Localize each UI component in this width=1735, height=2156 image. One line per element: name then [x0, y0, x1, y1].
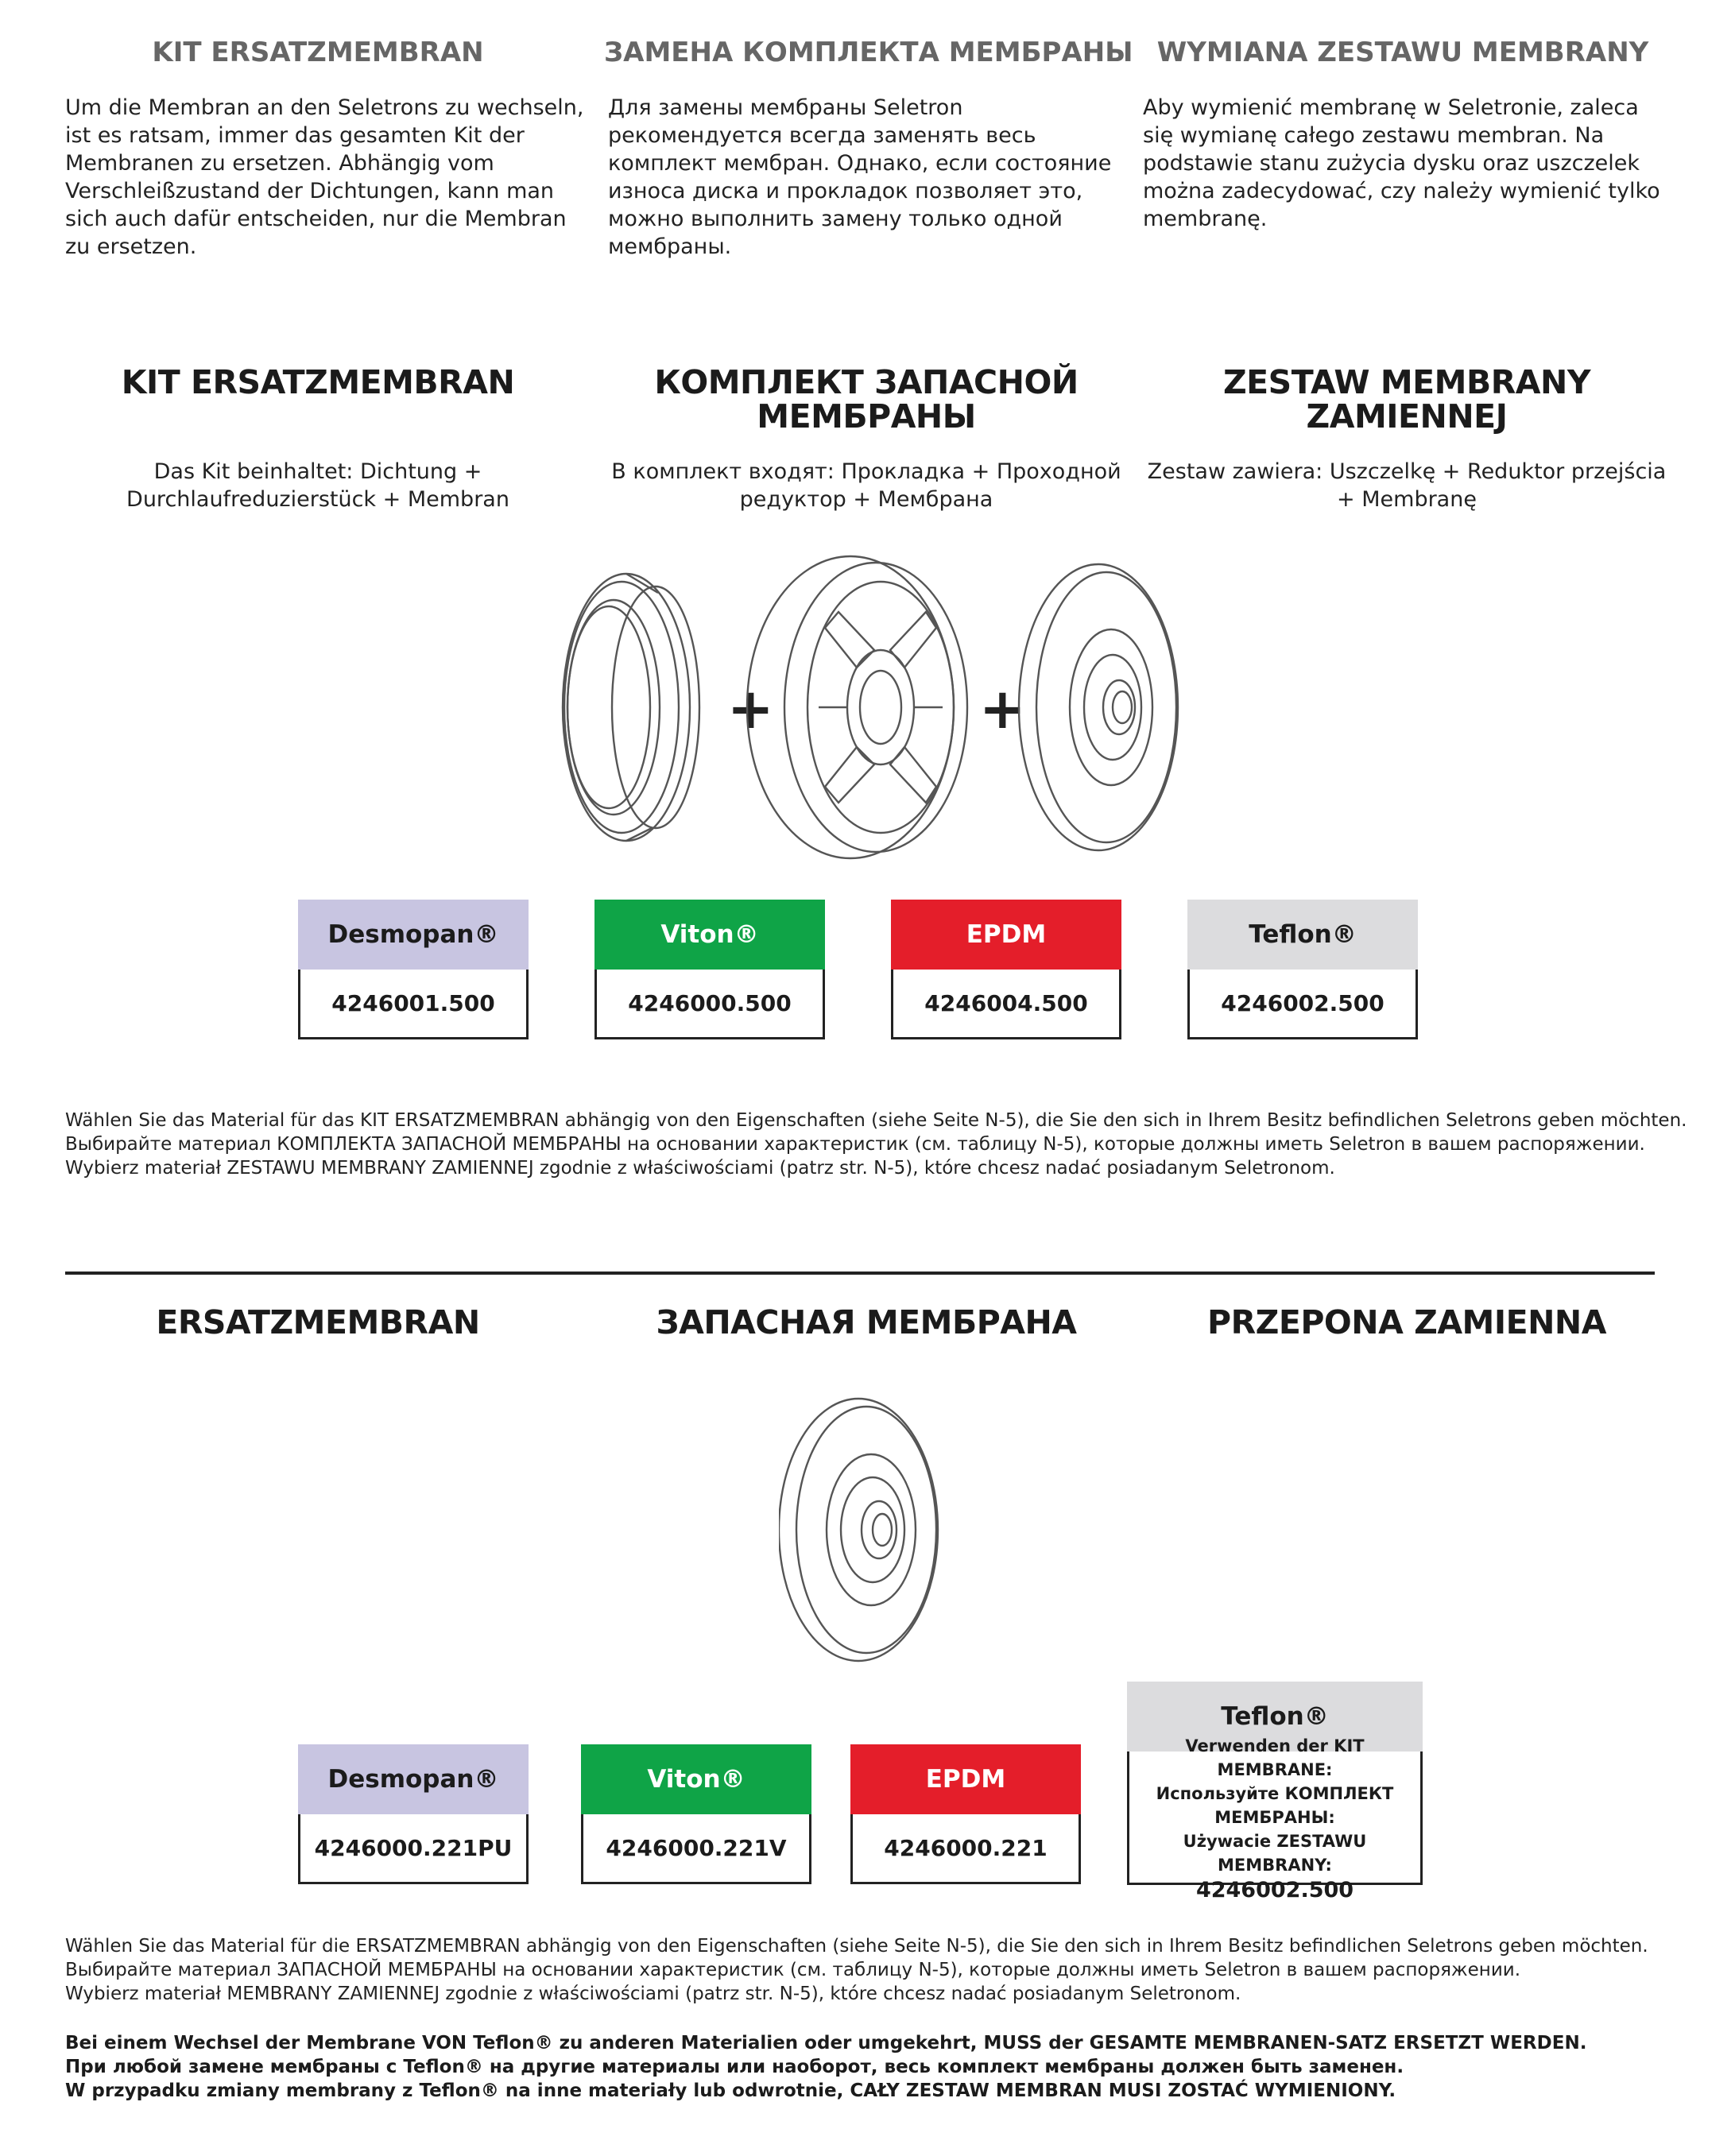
membrane-material-note — [65, 1934, 1648, 2006]
text-line: podstawie stanu zużycia dysku oraz uszczelek — [1143, 151, 1640, 176]
text-line: Для замены мембраны Seletron — [608, 95, 963, 120]
kit-sub-pl — [1129, 458, 1685, 513]
plus-text: + — [727, 676, 774, 741]
text-line: можно выполнить замену только одной — [608, 207, 1063, 231]
membrane-title-ru: ЗАПАСНАЯ МЕМБРАНА — [656, 1303, 1077, 1341]
intro-title-ru: ЗАМЕНА КОМПЛЕКТА МЕМБРАНЫ — [604, 37, 1133, 68]
text-line: Wählen Sie das Material für die ERSATZMEMBRAN abhängig von den Eigenschaften (siehe Seite N-5), die Sie den sich in Ihrem Besitz befindlichen Seletrons geben möchten. — [65, 1936, 1648, 1957]
material-code-viton: 4246000.500 — [594, 970, 825, 1039]
text-line: membranę. — [1143, 207, 1268, 231]
text-line: W przypadku zmiany membrany z Teflon® na inne materiały lub odwrotnie, CAŁY ZESTAW MEMBRAN MUSI ZOSTAĆ WYMIENIONY. — [65, 2081, 1396, 2101]
material-code-desmopan: 4246000.221PU — [298, 1814, 529, 1884]
text-line: Verschleißzustand der Dichtungen, kann man — [65, 179, 555, 203]
kit-title-pl — [1129, 363, 1685, 435]
text-line: można zadecydować, czy należy wymienić tylko — [1143, 179, 1660, 203]
membrane-material-epdm — [850, 1744, 1081, 1884]
text-line: В комплект входят: Прокладка + Проходной — [611, 459, 1121, 484]
text-line: Das Kit beinhaltet: Dichtung + — [153, 459, 482, 484]
material-name-desmopan: Desmopan® — [298, 1744, 529, 1814]
teflon-warning — [65, 2031, 1586, 2103]
title-line: МЕМБРАНЫ — [757, 397, 976, 435]
text-line: sich auch dafür entscheiden, nur die Membran — [65, 207, 567, 231]
teflon-kit-reference — [1127, 1736, 1423, 1902]
text-line: zu ersetzen. — [65, 234, 197, 259]
text-line: Wybierz materiał ZESTAWU MEMBRANY ZAMIENNEJ zgodnie z właściwościami (patrz str. N-5), które chcesz nadać posiadanym Seletronom. — [65, 1158, 1335, 1179]
text-line: Membranen zu ersetzen. Abhängig vom — [65, 151, 494, 176]
material-code-desmopan: 4246001.500 — [298, 970, 529, 1039]
text-line: МЕМБРАНЫ: — [1214, 1807, 1335, 1827]
title-line: KIT ERSATZMEMBRAN — [121, 363, 515, 401]
text-line: Verwenden der KIT MEMBRANE: — [1185, 1736, 1365, 1779]
material-code-teflon: 4246002.500 — [1195, 1877, 1354, 1902]
kit-title-de — [79, 363, 556, 401]
title-line: ZESTAW MEMBRANY ZAMIENNEJ — [1222, 363, 1591, 435]
title-line: КОМПЛЕКТ ЗАПАСНОЙ — [654, 363, 1079, 401]
text-line: Wybierz materiał MEMBRANY ZAMIENNEJ zgodnie z właściwościami (patrz str. N-5), które chcesz nadać posiadanym Seletronom. — [65, 1984, 1241, 2004]
kit-material-viton — [594, 900, 825, 1039]
text-line: Выбирайте материал КОМПЛЕКТА ЗАПАСНОЙ МЕМБРАНЫ на основании характеристик (см. таблицу N-5), которые должны иметь Seletron в вашем распоряжении. — [65, 1134, 1645, 1155]
plus-symbol-1 — [727, 676, 774, 741]
kit-sub-de — [79, 458, 556, 513]
seal-ring-drawing — [563, 574, 699, 841]
flow-reducer-drawing — [747, 556, 967, 858]
intro-title-pl: WYMIANA ZESTAWU MEMBRANY — [1156, 37, 1649, 68]
section-divider — [65, 1272, 1655, 1275]
material-name-viton: Viton® — [594, 900, 825, 970]
material-code-epdm: 4246004.500 — [891, 970, 1121, 1039]
material-name-desmopan: Desmopan® — [298, 900, 529, 970]
text-line: износа диска и прокладок позволяет это, — [608, 179, 1083, 203]
kit-sub-ru — [604, 458, 1129, 513]
material-code-epdm: 4246000.221 — [850, 1814, 1081, 1884]
membrane-material-viton — [581, 1744, 811, 1884]
spare-membrane-illustration — [779, 1395, 954, 1665]
kit-material-note — [65, 1109, 1687, 1180]
text-line: Wählen Sie das Material für das KIT ERSATZMEMBRAN abhängig von den Eigenschaften (siehe Seite N-5), die Sie den sich in Ihrem Besitz befindlichen Seletrons geben möchten. — [65, 1110, 1687, 1131]
plus-text: + — [979, 676, 1026, 741]
intro-text-de — [65, 94, 606, 261]
text-line: мембраны. — [608, 234, 732, 259]
kit-parts-illustration — [533, 548, 1192, 866]
intro-text-pl — [1143, 94, 1699, 233]
material-name-teflon: Teflon® — [1127, 1682, 1423, 1752]
text-line: Um die Membran an den Seletrons zu wechseln, — [65, 95, 584, 120]
kit-title-ru — [620, 363, 1113, 435]
material-name-epdm: EPDM — [850, 1744, 1081, 1814]
text-line: Используйте КОМПЛЕКТ — [1156, 1783, 1394, 1803]
kit-material-desmopan — [298, 900, 529, 1039]
membrane-title-de: ERSATZMEMBRAN — [156, 1303, 480, 1341]
material-name-teflon: Teflon® — [1187, 900, 1418, 970]
text-line: Durchlaufreduzierstück + Membran — [126, 487, 509, 512]
membrane-material-desmopan — [298, 1744, 529, 1884]
membrane-drawing — [1019, 564, 1178, 850]
text-line: Używacie ZESTAWU MEMBRANY: — [1183, 1831, 1367, 1875]
membrane-title-pl: PRZEPONA ZAMIENNA — [1207, 1303, 1606, 1341]
kit-material-teflon — [1187, 900, 1418, 1039]
membrane-material-teflon — [1127, 1682, 1423, 1902]
kit-material-epdm — [891, 900, 1121, 1039]
text-line: рекомендуется всегда заменять весь — [608, 123, 1036, 148]
text-line: Выбирайте материал ЗАПАСНОЙ МЕМБРАНЫ на основании характеристик (см. таблицу N-5), которые должны иметь Seletron в вашем распоряжении. — [65, 1960, 1521, 1980]
text-line: комплект мембран. Однако, если состояние — [608, 151, 1112, 176]
material-code-teflon: 4246002.500 — [1187, 970, 1418, 1039]
text-line: Aby wymienić membranę w Seletronie, zaleca — [1143, 95, 1639, 120]
material-code-viton: 4246000.221V — [581, 1814, 811, 1884]
intro-title-de: KIT ERSATZMEMBRAN — [152, 37, 484, 68]
text-line: ist es ratsam, immer das gesamten Kit der — [65, 123, 525, 148]
intro-text-ru — [608, 94, 1148, 261]
text-line: При любой замене мембраны с Teflon® на другие материалы или наоборот, весь комплект мембраны должен быть заменен. — [65, 2057, 1404, 2077]
material-name-epdm: EPDM — [891, 900, 1121, 970]
text-line: + Membranę — [1337, 487, 1477, 512]
text-line: się wymianę całego zestawu membran. Na — [1143, 123, 1605, 148]
material-name-viton: Viton® — [581, 1744, 811, 1814]
text-line: Zestaw zawiera: Uszczelkę + Reduktor przejścia — [1147, 459, 1667, 484]
text-line: редуктор + Мембрана — [739, 487, 993, 512]
text-line: Bei einem Wechsel der Membrane VON Teflon® zu anderen Materialien oder umgekehrt, MUSS der GESAMTE MEMBRANEN-SATZ ERSETZT WERDEN. — [65, 2033, 1587, 2053]
